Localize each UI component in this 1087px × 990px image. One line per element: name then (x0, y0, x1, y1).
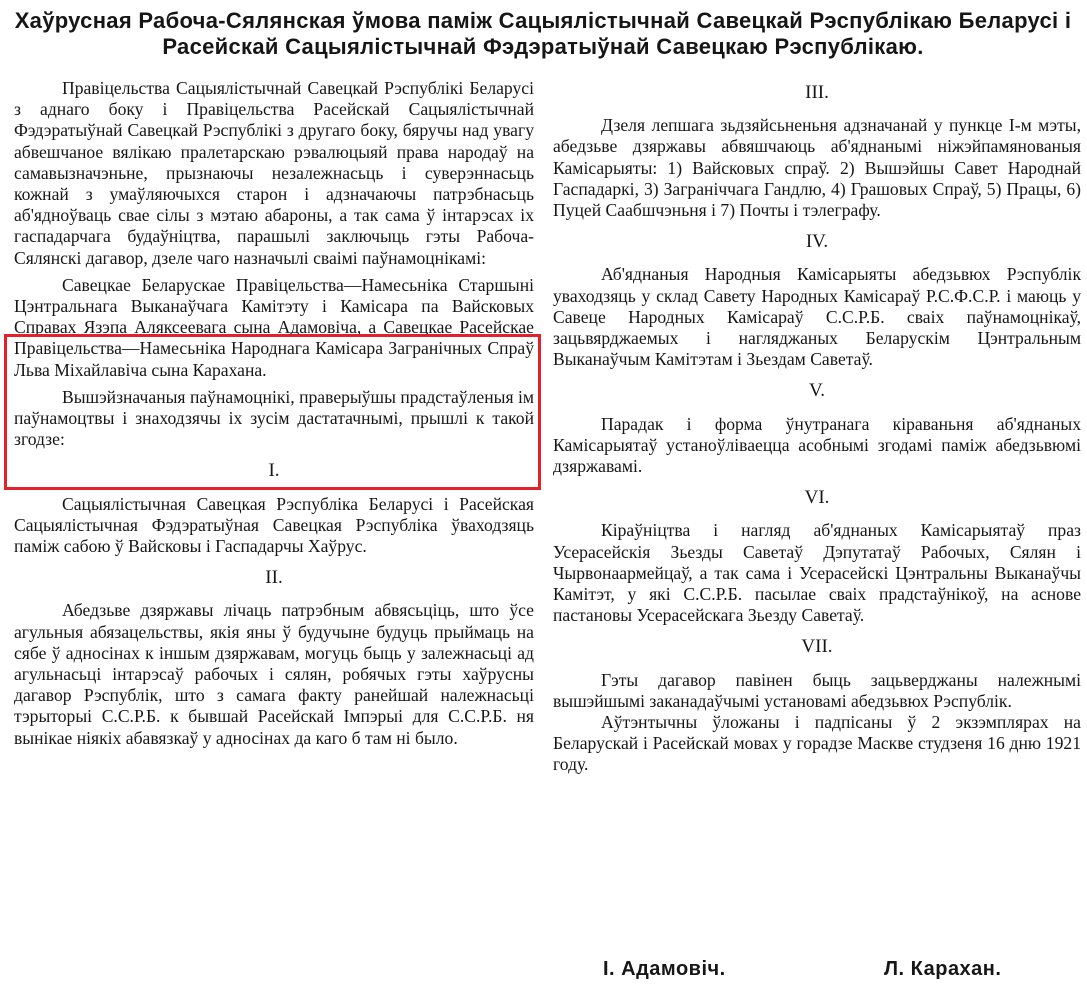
section-6-text: Кіраўніцтва і нагляд аб'яднаных Камісарыятаў праз Усерасейскія Зьезды Саветаў Дэпутатаў Рабочых, Сялян і Чырвонаармейцаў, а так сама і Усерасейскі Цэнтральны Выканаўчы Камітэт, у які С.С.Р.Б. пасылае сваіх прадстаўнікоў, на аснове пастановы Усерасейскага Зьезду Саветаў. (553, 520, 1081, 626)
section-4-text: Аб'яднаныя Народныя Камісарыяты абедзьвюх Рэспублік уваходзяць у склад Савету Народных Камісараў Р.С.Ф.С.Р. і маюць у Савеце Народных Камісараў С.С.Р.Б. сваіх паўнамоцнікаў, зацьвярджаемых і нагляджаных Беларускім Цэнтральным Выканаўчым Камітэтам і Зьездам Саветаў. (553, 264, 1081, 370)
section-2-heading: II. (265, 567, 283, 589)
section-3-text: Дзеля лепшага зьдзяйсьненьня адзначанай у пункце I-м мэты, абедзьве дзяржавы абвяшчаюць аб'яднанымі ніжэйпамянованыя Камісарыяты: 1) Вайсковых спраў. 2) Вышэйшы Савет Народнай Гаспадаркі, 3) Заграніччага Гандлю, 4) Грашовых Спраў, 5) Працы, 6) Пуцей Саабшчэньня і 7) Почты і тэлеграфу. (553, 115, 1081, 221)
title-line-2: Расейскай Сацыялістычнай Фэдэратыўнай Савецкаю Рэспублікаю. (162, 34, 924, 59)
section-3-heading: III. (805, 82, 829, 103)
highlight-box (4, 334, 541, 490)
right-column (553, 78, 1081, 776)
signature-adamovich: І. Адамовіч. (603, 958, 726, 980)
section-7-text: Гэты дагавор павінен быць зацьверджаны належнымі вышэйшымі заканадаўчымі установамі абедзьвюх Рэспублік. (553, 669, 1081, 711)
document-title (8, 8, 1078, 60)
signature-karakhan: Л. Карахан. (884, 958, 1002, 980)
section-1-text: Сацыялістычная Савецкая Рэспубліка Беларусі і Расейская Сацыялістычная Фэдэратыўная Савецкая Рэспубліка ўваходзяць паміж сабою ў Вайсковы і Гаспадарчы Хаўрус. (14, 493, 534, 557)
section-1-heading: I. (268, 460, 280, 482)
section-6-heading: VI. (804, 487, 830, 509)
plenipotentiaries-paragraph: Савецкае Беларускае Правіцельства—Намесьніка Старшыні Цэнтральнага Выканаўчага Камітэту і Камісара па Вайсковых Справах Язэпа Аляксеевага сына Адамовіча, а Савецкае Расейскае Правіцельства—Намесьніка Народнага Камісара Загранічных Спраў Льва Міхайлавіча сына Карахана. (14, 274, 534, 380)
agreement-paragraph: Вышэйзначаныя паўнамоцнікі, праверыўшы прадстаўленыя ім паўнамоцтвы і знаходзячы іх зусім дастатачнымі, прышлі к такой згодзе: (14, 386, 534, 450)
authentic-text: Аўтэнтычны ўложаны і падпісаны ў 2 экзэмплярах на Беларускай і Расейскай мовах у горадзе Маскве студзеня 16 дню 1921 году. (553, 712, 1081, 775)
section-4-heading: IV. (805, 231, 829, 253)
title-line-1: Хаўрусная Рабоча-Сялянская ўмова паміж Сацыялістычнай Савецкай Рэспублікаю Беларусі і (14, 8, 1072, 33)
section-2-text: Абедзьве дзяржавы лічаць патрэбным абвясьціць, што ўсе агульныя абязацельствы, якія яны ў будучыне будуць прыймаць на сябе ў адносінах к іншым дзяржавам, могуць быць у залежнасьці ад агульнасьці інтарэсаў рабочых і сялян, робячых гэты хаўрусны дагавор Рэспублік, што з самага факту ранейшай належнасьці тэрыторыі С.С.Р.Б. к бывшай Расейскай Імпэрыі для С.С.Р.Б. ня вынікае ніякіх абавязкаў у адносінах да каго б там ні было. (14, 600, 534, 748)
section-5-heading: V. (808, 380, 826, 402)
section-5-text: Парадак і форма ўнутранага кіраваньня аб'яднаных Камісарыятаў устаноўліваецца асобнымі згодамі паміж абедзьвюмі дзяржавамі. (553, 413, 1081, 477)
section-7-heading: VII. (801, 636, 833, 658)
preamble-paragraph: Правіцельства Сацыялістычнай Савецкай Рэспублікі Беларусі з аднаго боку і Правіцельства Расейскай Сацыялістычнай Фэдэратыўнай Савецкай Рэспублікі з другаго боку, бяручы над увагу абвешчаное вялікаю пралетарскаю рэвалюцыяй права народаў на самавызначэньне, прызнаючы незалежнасьць і суверэннасьць кожнай з умаўляючыхся старон і адзначаючы патрэбнасьць аб'ядноўваць свае сілы з мэтаю абароны, а так сама ў інтарэсах іх гаспадарчага будаўніцтва, парашылі заключыць гэты Рабоча-Сялянскі дагавор, дзеле чаго назначылі сваімі паўнамоцнікамі: (14, 78, 534, 268)
